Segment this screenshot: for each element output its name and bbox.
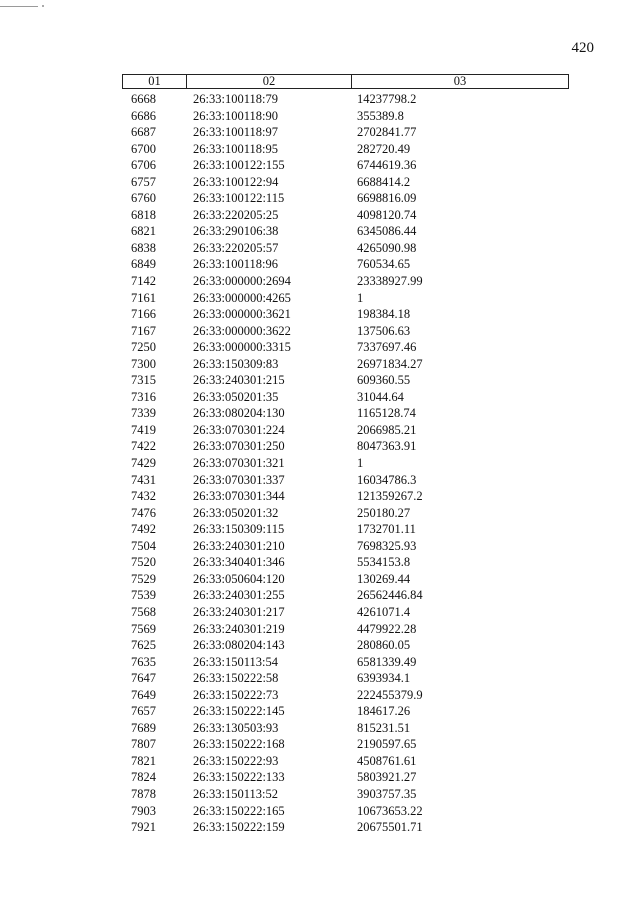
table-cell-col1: 7824 xyxy=(131,770,156,785)
table-cell-col1: 6818 xyxy=(131,207,156,222)
table-cell-col2: 26:33:100118:95 xyxy=(193,141,278,156)
table-cell-col1: 7316 xyxy=(131,389,156,404)
table-cell-col3: 3903757.35 xyxy=(357,786,417,801)
table-cell-col3: 26562446.84 xyxy=(357,588,423,603)
table-cell-col2: 26:33:220205:57 xyxy=(193,240,279,255)
table-cell-col1: 6687 xyxy=(131,125,156,140)
table-row xyxy=(122,538,569,555)
table-cell-col1: 7250 xyxy=(131,340,156,355)
table-row xyxy=(122,703,569,720)
table-cell-col3: 250180.27 xyxy=(357,505,411,520)
table-cell-col3: 121359267.2 xyxy=(357,489,423,504)
table-row xyxy=(122,207,569,224)
table-cell-col3: 2066985.21 xyxy=(357,422,417,437)
table-cell-col3: 184617.26 xyxy=(357,704,411,719)
table-cell-col2: 26:33:100118:97 xyxy=(193,125,278,140)
table-row xyxy=(122,323,569,340)
table-cell-col3: 222455379.9 xyxy=(357,687,423,702)
table-cell-col2: 26:33:080204:143 xyxy=(193,638,285,653)
table-cell-col2: 26:33:100122:115 xyxy=(193,191,285,206)
table-cell-col2: 26:33:150222:133 xyxy=(193,770,285,785)
table-cell-col2: 26:33:050604:120 xyxy=(193,571,285,586)
table-cell-col1: 7300 xyxy=(131,356,156,371)
table-cell-col2: 26:33:240301:217 xyxy=(193,604,285,619)
table-cell-col1: 7504 xyxy=(131,538,156,553)
column-header-03: 03 xyxy=(453,74,467,88)
table-row xyxy=(122,455,569,472)
table-cell-col2: 26:33:150222:93 xyxy=(193,753,279,768)
table-row xyxy=(122,108,569,125)
table-cell-col1: 7476 xyxy=(131,505,156,520)
table-cell-col1: 6838 xyxy=(131,240,156,255)
table-cell-col1: 6849 xyxy=(131,257,156,272)
table-cell-col2: 26:33:000000:4265 xyxy=(193,290,291,305)
table-header xyxy=(122,74,569,89)
column-header-01: 01 xyxy=(123,75,187,88)
table-cell-col3: 20675501.71 xyxy=(357,820,423,835)
table-cell-col1: 7161 xyxy=(131,290,156,305)
table-cell-col2: 26:33:150113:54 xyxy=(193,654,278,669)
table-row xyxy=(122,174,569,191)
table-row xyxy=(122,290,569,307)
table-cell-col1: 7339 xyxy=(131,406,156,421)
table-row xyxy=(122,372,569,389)
table-cell-col2: 26:33:150222:73 xyxy=(193,687,279,702)
table-row xyxy=(122,405,569,422)
table-cell-col2: 26:33:290106:38 xyxy=(193,224,279,239)
table-cell-col3: 4508761.61 xyxy=(357,753,417,768)
table-row xyxy=(122,819,569,836)
table-cell-col2: 26:33:070301:250 xyxy=(193,439,285,454)
table-cell-col1: 7903 xyxy=(131,803,156,818)
table-row xyxy=(122,256,569,273)
table-cell-col3: 6698816.09 xyxy=(357,191,417,206)
table-cell-col3: 5803921.27 xyxy=(357,770,417,785)
table-cell-col1: 7432 xyxy=(131,489,156,504)
table-cell-col2: 26:33:150222:159 xyxy=(193,820,285,835)
scan-mark-dot xyxy=(42,5,44,7)
table-cell-col1: 7529 xyxy=(131,571,156,586)
table-cell-col2: 26:33:080204:130 xyxy=(193,406,285,421)
table-row xyxy=(122,273,569,290)
table-cell-col1: 7821 xyxy=(131,753,156,768)
table-cell-col1: 7422 xyxy=(131,439,156,454)
table-row xyxy=(122,157,569,174)
table-row xyxy=(122,803,569,820)
table-cell-col2: 26:33:100122:94 xyxy=(193,174,279,189)
table-cell-col2: 26:33:150113:52 xyxy=(193,786,278,801)
table-cell-col1: 6760 xyxy=(131,191,156,206)
table-row xyxy=(122,604,569,621)
table-cell-col3: 6744619.36 xyxy=(357,158,417,173)
table-row xyxy=(122,521,569,538)
table-cell-col1: 7568 xyxy=(131,604,156,619)
table-cell-col1: 7429 xyxy=(131,456,156,471)
table-cell-col1: 7635 xyxy=(131,654,156,669)
table-cell-col3: 6688414.2 xyxy=(357,174,411,189)
table-cell-col3: 815231.51 xyxy=(357,720,411,735)
table-row xyxy=(122,91,569,108)
table-row xyxy=(122,190,569,207)
table-row xyxy=(122,670,569,687)
table-cell-col3: 7337697.46 xyxy=(357,340,417,355)
table-cell-col1: 6686 xyxy=(131,108,156,123)
table-row xyxy=(122,339,569,356)
table-cell-col2: 26:33:100118:90 xyxy=(193,108,278,123)
table-cell-col1: 7657 xyxy=(131,704,156,719)
table-row xyxy=(122,389,569,406)
table-cell-col3: 5534153.8 xyxy=(357,555,411,570)
table-cell-col1: 6821 xyxy=(131,224,156,239)
table-cell-col3: 1165128.74 xyxy=(357,406,416,421)
table-row xyxy=(122,505,569,522)
table-cell-col2: 26:33:150309:83 xyxy=(193,356,279,371)
table-row xyxy=(122,720,569,737)
table-cell-col3: 4479922.28 xyxy=(357,621,417,636)
table-cell-col2: 26:33:000000:3315 xyxy=(193,340,291,355)
table-cell-col2: 26:33:150309:115 xyxy=(193,522,285,537)
table-row xyxy=(122,736,569,753)
table-cell-col2: 26:33:240301:215 xyxy=(193,373,285,388)
table-row xyxy=(122,422,569,439)
table-cell-col3: 6393934.1 xyxy=(357,671,411,686)
table-cell-col3: 609360.55 xyxy=(357,373,411,388)
table-cell-col2: 26:33:130503:93 xyxy=(193,720,279,735)
table-cell-col3: 2190597.65 xyxy=(357,737,417,752)
table-cell-col2: 26:33:070301:344 xyxy=(193,489,285,504)
table-cell-col3: 198384.18 xyxy=(357,307,411,322)
table-cell-col1: 6757 xyxy=(131,174,156,189)
table-row xyxy=(122,472,569,489)
table-cell-col1: 6668 xyxy=(131,92,156,106)
column-header-02: 02 xyxy=(187,75,352,88)
table-cell-col1: 7431 xyxy=(131,472,156,487)
table-cell-col3: 6581339.49 xyxy=(357,654,417,669)
table-cell-col3: 2702841.77 xyxy=(357,125,417,140)
table-body xyxy=(122,91,569,836)
table-cell-col3: 1 xyxy=(357,290,364,305)
table-cell-col2: 26:33:100118:79 xyxy=(193,92,278,106)
table-cell-col1: 7166 xyxy=(131,307,156,322)
table-cell-col1: 7807 xyxy=(131,737,156,752)
table-cell-col3: 760534.65 xyxy=(357,257,411,272)
table-cell-col3: 137506.63 xyxy=(357,323,411,338)
table-row xyxy=(122,141,569,158)
table-cell-col2: 26:33:000000:3621 xyxy=(193,307,291,322)
table-row xyxy=(122,124,569,141)
table-cell-col2: 26:33:240301:255 xyxy=(193,588,285,603)
table-cell-col1: 7520 xyxy=(131,555,156,570)
table-cell-col2: 26:33:340401:346 xyxy=(193,555,285,570)
table-cell-col1: 7625 xyxy=(131,638,156,653)
table-row xyxy=(122,587,569,604)
table-cell-col1: 6700 xyxy=(131,141,156,156)
table-cell-col2: 26:33:000000:3622 xyxy=(193,323,291,338)
table-cell-col2: 26:33:100122:155 xyxy=(193,158,285,173)
table-cell-col3: 14237798.2 xyxy=(357,92,417,106)
scan-mark-line xyxy=(0,6,38,7)
table-cell-col3: 1732701.11 xyxy=(357,522,416,537)
table-cell-col1: 7142 xyxy=(131,274,156,289)
table-cell-col2: 26:33:150222:145 xyxy=(193,704,285,719)
table-cell-col1: 7569 xyxy=(131,621,156,636)
table-cell-col2: 26:33:150222:168 xyxy=(193,737,285,752)
table-cell-col1: 7689 xyxy=(131,720,156,735)
table-cell-col3: 355389.8 xyxy=(357,108,404,123)
page-number: 420 xyxy=(571,40,594,56)
table-cell-col3: 10673653.22 xyxy=(357,803,423,818)
table-cell-col3: 8047363.91 xyxy=(357,439,417,454)
table-cell-col3: 4261071.4 xyxy=(357,604,411,619)
table-cell-col1: 7878 xyxy=(131,786,156,801)
table-row xyxy=(122,488,569,505)
table-cell-col3: 282720.49 xyxy=(357,141,411,156)
table-cell-col1: 7167 xyxy=(131,323,156,338)
table-cell-col2: 26:33:070301:337 xyxy=(193,472,285,487)
table-row xyxy=(122,240,569,257)
table-cell-col1: 7539 xyxy=(131,588,156,603)
table-cell-col2: 26:33:240301:219 xyxy=(193,621,285,636)
table-cell-col2: 26:33:050201:32 xyxy=(193,505,279,520)
table-row xyxy=(122,554,569,571)
table-cell-col2: 26:33:000000:2694 xyxy=(193,274,291,289)
table-cell-col3: 26971834.27 xyxy=(357,356,423,371)
table-cell-col3: 280860.05 xyxy=(357,638,411,653)
table-row xyxy=(122,769,569,786)
table-cell-col1: 7419 xyxy=(131,422,156,437)
table-cell-col2: 26:33:100118:96 xyxy=(193,257,278,272)
table-cell-col1: 7647 xyxy=(131,671,156,686)
table-cell-col3: 4098120.74 xyxy=(357,207,417,222)
data-table xyxy=(122,74,569,836)
table-cell-col2: 26:33:070301:321 xyxy=(193,456,285,471)
table-row xyxy=(122,223,569,240)
table-cell-col2: 26:33:150222:58 xyxy=(193,671,279,686)
table-row xyxy=(122,687,569,704)
table-row xyxy=(122,306,569,323)
table-row xyxy=(122,356,569,373)
table-cell-col3: 6345086.44 xyxy=(357,224,417,239)
table-cell-col3: 4265090.98 xyxy=(357,240,417,255)
table-cell-col2: 26:33:240301:210 xyxy=(193,538,285,553)
table-cell-col1: 7921 xyxy=(131,820,156,835)
table-cell-col1: 7649 xyxy=(131,687,156,702)
table-cell-col2: 26:33:070301:224 xyxy=(193,422,285,437)
table-cell-col3: 130269.44 xyxy=(357,571,411,586)
table-row xyxy=(122,571,569,588)
table-cell-col1: 6706 xyxy=(131,158,156,173)
table-cell-col3: 7698325.93 xyxy=(357,538,417,553)
table-cell-col1: 7315 xyxy=(131,373,156,388)
table-cell-col3: 16034786.3 xyxy=(357,472,417,487)
table-row xyxy=(122,621,569,638)
table-row xyxy=(122,438,569,455)
table-cell-col1: 7492 xyxy=(131,522,156,537)
table-cell-col3: 23338927.99 xyxy=(357,274,423,289)
table-row xyxy=(122,753,569,770)
table-row xyxy=(122,654,569,671)
table-cell-col3: 31044.64 xyxy=(357,389,404,404)
table-cell-col2: 26:33:050201:35 xyxy=(193,389,279,404)
table-cell-col3: 1 xyxy=(357,456,364,471)
table-cell-col2: 26:33:220205:25 xyxy=(193,207,279,222)
table-cell-col2: 26:33:150222:165 xyxy=(193,803,285,818)
table-row xyxy=(122,786,569,803)
table-row xyxy=(122,637,569,654)
